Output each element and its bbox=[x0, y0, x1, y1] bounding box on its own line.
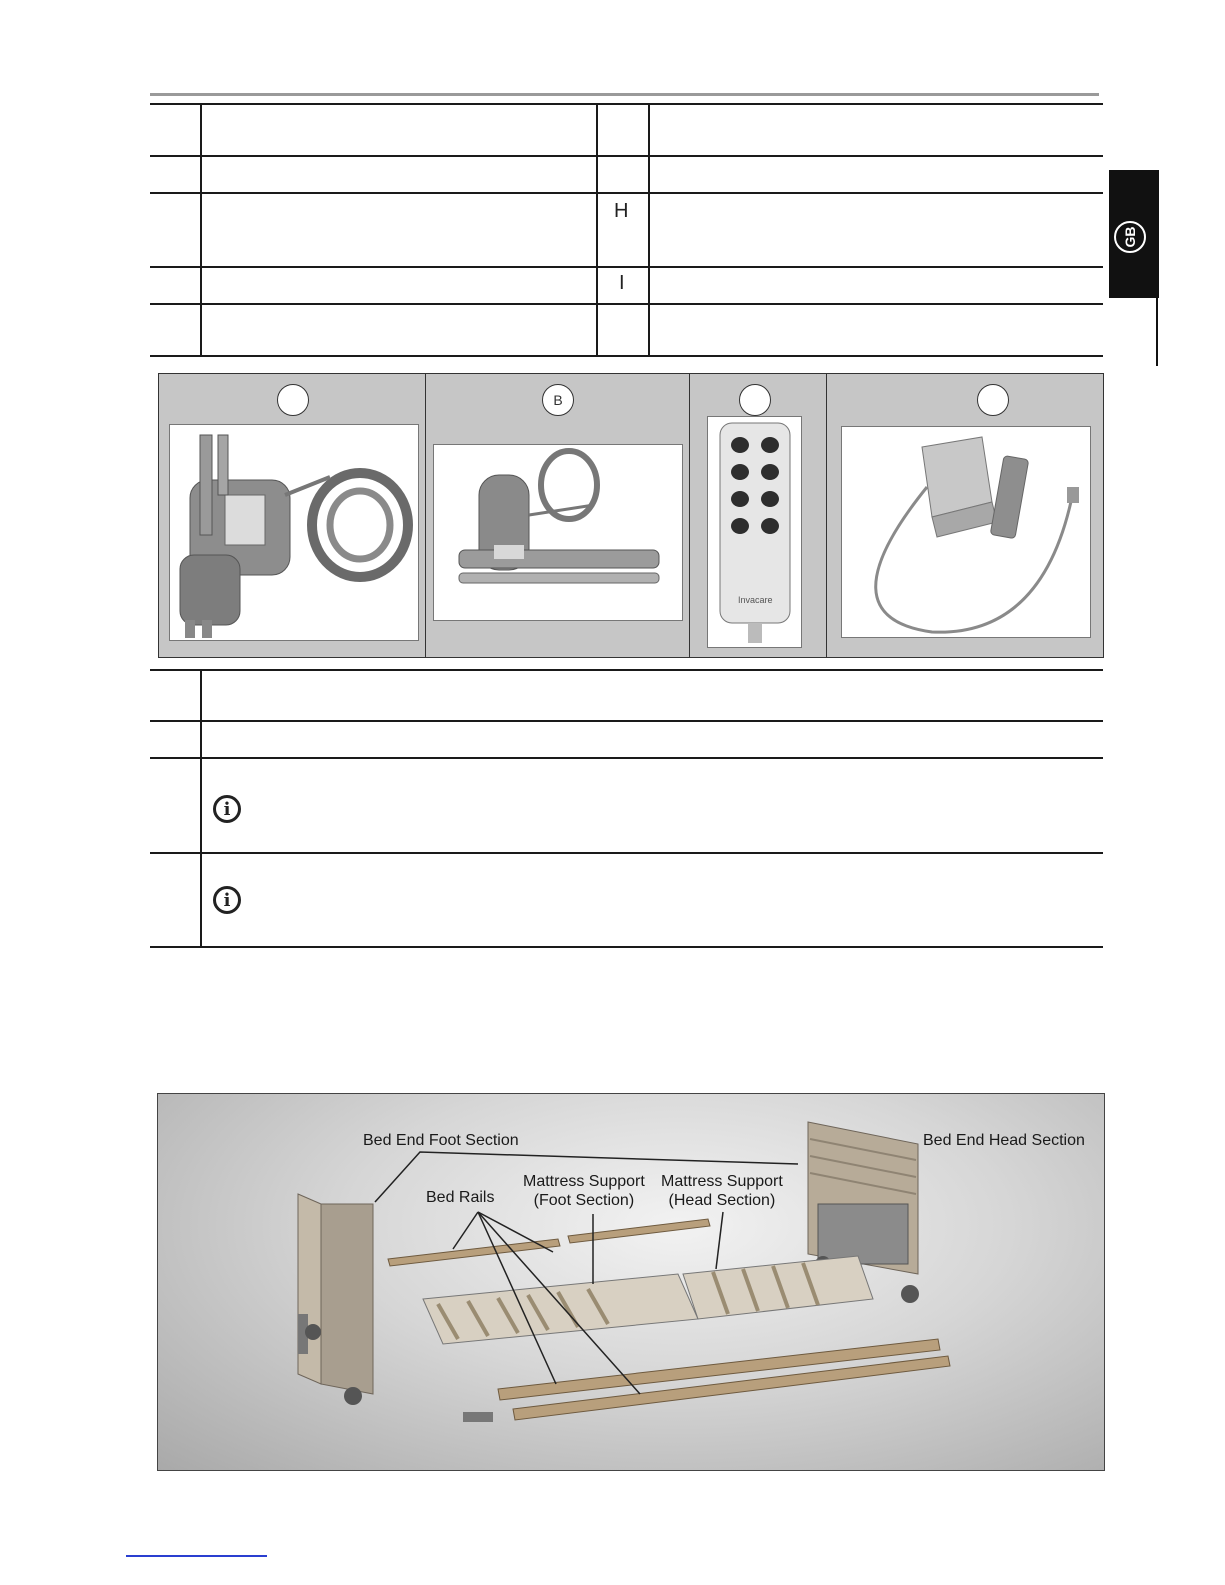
table-column-rule bbox=[200, 103, 202, 357]
table-column-rule bbox=[200, 669, 202, 948]
table-row-letter: I bbox=[619, 272, 625, 294]
table-column-rule bbox=[596, 103, 598, 357]
table-rule bbox=[150, 155, 1103, 157]
parts-panel bbox=[158, 373, 1104, 658]
table-rule bbox=[150, 757, 1103, 759]
panel-divider bbox=[826, 374, 827, 657]
hand-control-icon bbox=[708, 417, 801, 647]
part-badge bbox=[739, 384, 771, 416]
motor-photo bbox=[169, 424, 419, 641]
label-bed-rails: Bed Rails bbox=[426, 1189, 495, 1206]
label-mattress-head-line2: (Head Section) bbox=[668, 1192, 776, 1209]
bed-parts-drawing bbox=[158, 1094, 1104, 1470]
hand-control-brand: Invacare bbox=[738, 595, 773, 605]
control-box-photo bbox=[841, 426, 1091, 638]
part-badge: B bbox=[542, 384, 574, 416]
label-mattress-foot bbox=[523, 1172, 645, 1210]
table-column-rule bbox=[648, 103, 650, 357]
table-rule bbox=[150, 266, 1103, 268]
panel-divider bbox=[689, 374, 690, 657]
label-bed-end-foot: Bed End Foot Section bbox=[363, 1132, 519, 1149]
table-rule bbox=[150, 946, 1103, 948]
label-mattress-foot-line2: (Foot Section) bbox=[533, 1192, 635, 1209]
part-badge bbox=[277, 384, 309, 416]
info-icon: i bbox=[213, 886, 241, 914]
table-rule bbox=[150, 852, 1103, 854]
table-rule bbox=[150, 355, 1103, 357]
info-icon: i bbox=[213, 795, 241, 823]
table-rule bbox=[150, 103, 1103, 105]
header-rule bbox=[150, 93, 1099, 96]
bed-assembly-diagram bbox=[157, 1093, 1105, 1471]
label-mattress-foot-line1: Mattress Support bbox=[523, 1173, 645, 1190]
hand-control-photo bbox=[707, 416, 802, 648]
actuator-icon bbox=[434, 445, 682, 620]
label-mattress-head bbox=[661, 1172, 783, 1210]
footer-link-underline[interactable] bbox=[126, 1555, 267, 1557]
language-code-badge: GB bbox=[1114, 221, 1146, 253]
actuator-photo bbox=[433, 444, 683, 621]
panel-divider bbox=[425, 374, 426, 657]
label-bed-end-head: Bed End Head Section bbox=[923, 1132, 1085, 1149]
table-rule bbox=[150, 192, 1103, 194]
table-row-letter: H bbox=[614, 200, 629, 222]
part-badge bbox=[977, 384, 1009, 416]
table-rule bbox=[150, 303, 1103, 305]
language-tab-rule bbox=[1156, 298, 1158, 366]
control-box-icon bbox=[842, 427, 1090, 637]
label-mattress-head-line1: Mattress Support bbox=[661, 1173, 783, 1190]
table-rule bbox=[150, 720, 1103, 722]
table-rule bbox=[150, 669, 1103, 671]
motor-icon bbox=[170, 425, 418, 640]
